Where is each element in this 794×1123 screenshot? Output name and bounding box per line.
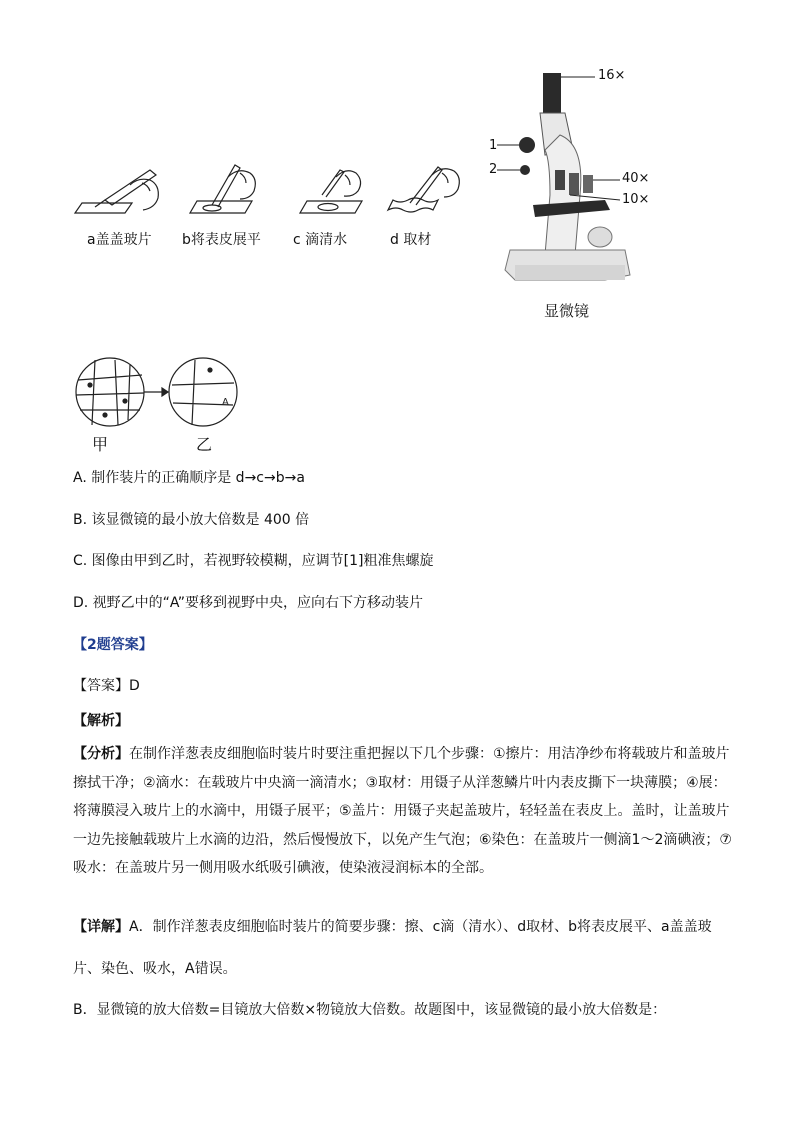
question-answer-title: 【2题答案】 xyxy=(73,637,153,653)
option-c: C. 图像由甲到乙时，若视野较模糊，应调节[1]粗准焦螺旋 xyxy=(73,553,434,569)
label-part-1: 1 xyxy=(489,138,498,153)
analysis-label: 【分析】 xyxy=(73,746,129,762)
analysis-heading: 【解析】 xyxy=(73,713,129,729)
label-objective-40x: 40× xyxy=(622,171,650,186)
label-eyepiece-16x: 16× xyxy=(598,68,626,83)
detail-label: 【详解】 xyxy=(73,919,129,935)
detail-b-line: B．显微镜的放大倍数=目镜放大倍数×物镜放大倍数。故题图中，该显微镜的最小放大倍数是： xyxy=(73,1002,667,1018)
answer-line: 【答案】D xyxy=(73,678,140,694)
analysis-paragraph xyxy=(73,740,733,883)
option-b: B. 该显微镜的最小放大倍数是 400 倍 xyxy=(73,512,310,528)
step-label-a: a盖盖玻片 xyxy=(87,232,152,248)
step-label-b: b将表皮展平 xyxy=(182,232,261,248)
label-part-2: 2 xyxy=(489,162,498,177)
cell-view-illustration xyxy=(70,355,250,430)
detail-paragraph xyxy=(73,906,733,990)
step-label-c: c 滴清水 xyxy=(293,232,348,248)
detail-text: A．制作洋葱表皮细胞临时装片的简要步骤：擦、c滴（清水）、d取材、b将表皮展平、a盖盖玻片、染色、吸水，A错误。 xyxy=(73,919,712,977)
label-objective-10x: 10× xyxy=(622,192,650,207)
step-label-d: d 取材 xyxy=(390,232,432,248)
microscope-caption: 显微镜 xyxy=(544,302,590,320)
cell-label-yi: 乙 xyxy=(196,435,213,454)
svg-text:A: A xyxy=(222,397,229,408)
option-d: D. 视野乙中的“A”要移到视野中央，应向右下方移动装片 xyxy=(73,595,424,611)
analysis-text: 在制作洋葱表皮细胞临时装片时要注重把握以下几个步骤：①擦片：用洁净纱布将载玻片和盖玻片擦拭干净；②滴水：在载玻片中央滴一滴清水；③取材：用镊子从洋葱鳞片叶内表皮撕下一块薄膜；④展：将薄膜浸入玻片上的水滴中，用镊子展平；⑤盖片：用镊子夹起盖玻片，轻轻盖在表皮上。盖时，让盖玻片一边先接触载玻片上水滴的边沿，然后慢慢放下，以免产生气泡；⑥染色：在盖玻片一侧滴1～2滴碘液；⑦吸水：在盖玻片另一侧用吸水纸吸引碘液，使染液浸润标本的全部。 xyxy=(73,746,732,876)
option-a: A. 制作装片的正确顺序是 d→c→b→a xyxy=(73,470,305,486)
cell-label-jia: 甲 xyxy=(92,435,109,454)
